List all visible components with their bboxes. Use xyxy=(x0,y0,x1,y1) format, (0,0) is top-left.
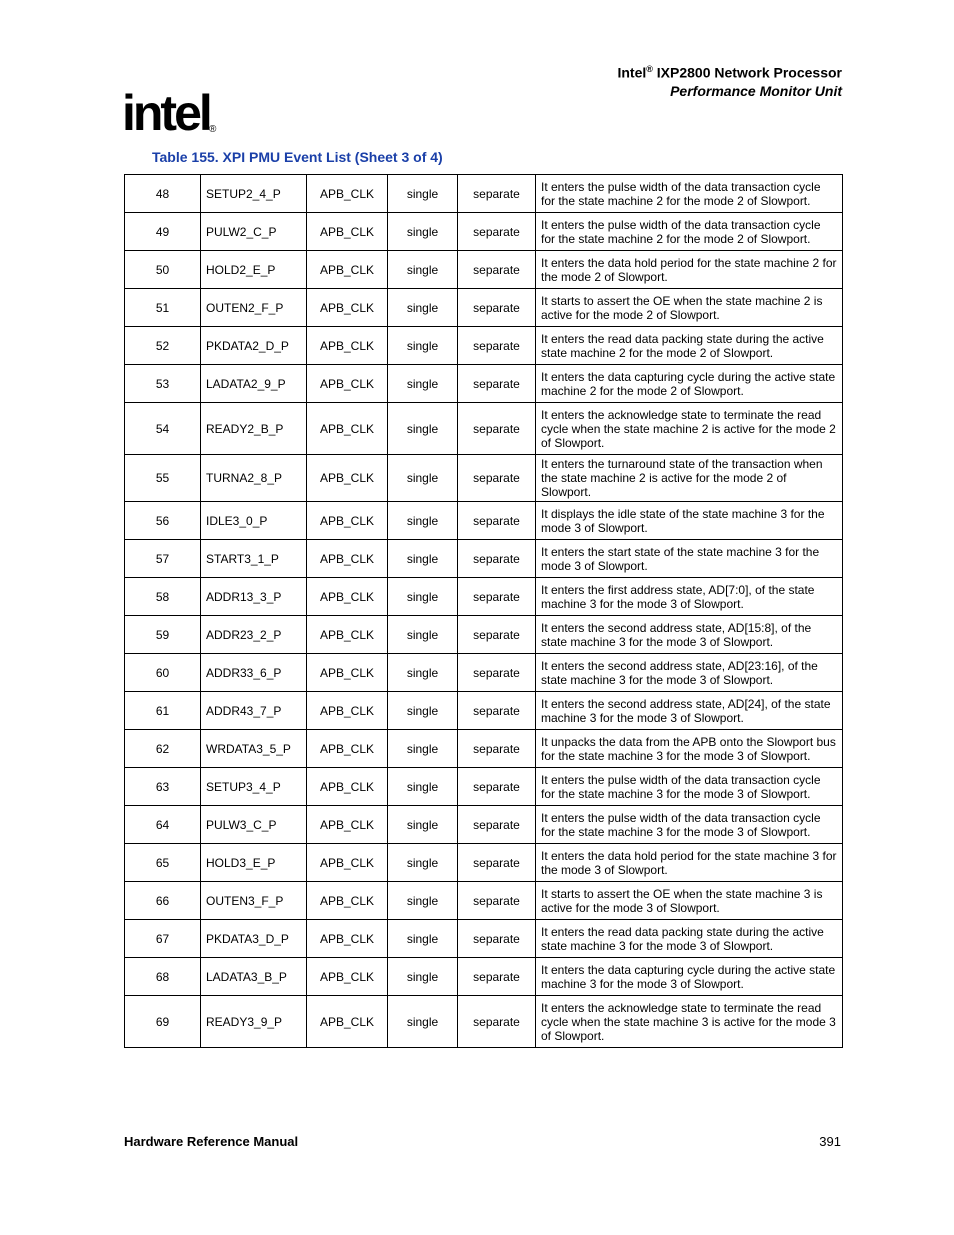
event-type: single xyxy=(388,768,458,806)
header-brand: Intel xyxy=(617,64,647,81)
intel-logo-registered: ® xyxy=(209,124,217,135)
event-number: 51 xyxy=(125,289,201,327)
table-row xyxy=(125,455,843,502)
event-group: separate xyxy=(458,654,536,692)
table-row xyxy=(125,403,843,455)
table-row xyxy=(125,578,843,616)
event-group: separate xyxy=(458,616,536,654)
event-description: It enters the data capturing cycle during the active state machine 2 for the mode 2 of Slowport. xyxy=(536,365,843,403)
event-group: separate xyxy=(458,692,536,730)
table-row xyxy=(125,540,843,578)
event-name: ADDR23_2_P xyxy=(201,616,307,654)
event-type: single xyxy=(388,996,458,1048)
event-type: single xyxy=(388,616,458,654)
event-number: 64 xyxy=(125,806,201,844)
table-row xyxy=(125,844,843,882)
event-name: LADATA3_B_P xyxy=(201,958,307,996)
event-name: ADDR13_3_P xyxy=(201,578,307,616)
page-header xyxy=(617,60,842,100)
event-clock: APB_CLK xyxy=(307,365,388,403)
event-name: SETUP3_4_P xyxy=(201,768,307,806)
event-description: It starts to assert the OE when the state machine 2 is active for the mode 2 of Slowport. xyxy=(536,289,843,327)
event-group: separate xyxy=(458,844,536,882)
event-name: WRDATA3_5_P xyxy=(201,730,307,768)
event-name: PULW2_C_P xyxy=(201,213,307,251)
event-group: separate xyxy=(458,403,536,455)
event-number: 65 xyxy=(125,844,201,882)
event-number: 50 xyxy=(125,251,201,289)
event-number: 58 xyxy=(125,578,201,616)
event-description: It enters the second address state, AD[23:16], of the state machine 3 for the mode 3 of Slowport. xyxy=(536,654,843,692)
event-group: separate xyxy=(458,251,536,289)
event-clock: APB_CLK xyxy=(307,251,388,289)
table-row xyxy=(125,996,843,1048)
event-name: READY3_9_P xyxy=(201,996,307,1048)
event-group: separate xyxy=(458,730,536,768)
event-description: It unpacks the data from the APB onto the Slowport bus for the state machine 3 for the mode 3 of Slowport. xyxy=(536,730,843,768)
event-description: It enters the second address state, AD[15:8], of the state machine 3 for the mode 3 of Slowport. xyxy=(536,616,843,654)
event-description: It enters the start state of the state machine 3 for the mode 3 of Slowport. xyxy=(536,540,843,578)
event-name: START3_1_P xyxy=(201,540,307,578)
table-row xyxy=(125,365,843,403)
event-clock: APB_CLK xyxy=(307,958,388,996)
event-type: single xyxy=(388,578,458,616)
table-row xyxy=(125,251,843,289)
event-type: single xyxy=(388,289,458,327)
table-row xyxy=(125,920,843,958)
event-group: separate xyxy=(458,578,536,616)
event-clock: APB_CLK xyxy=(307,806,388,844)
header-product-line xyxy=(617,60,842,82)
event-name: ADDR43_7_P xyxy=(201,692,307,730)
event-type: single xyxy=(388,882,458,920)
event-table-body xyxy=(125,175,843,1048)
event-number: 63 xyxy=(125,768,201,806)
event-description: It enters the turnaround state of the transaction when the state machine 2 is active for the mode 2 of Slowport. xyxy=(536,455,843,502)
event-name: LADATA2_9_P xyxy=(201,365,307,403)
event-clock: APB_CLK xyxy=(307,692,388,730)
event-type: single xyxy=(388,844,458,882)
event-number: 55 xyxy=(125,455,201,502)
event-type: single xyxy=(388,654,458,692)
event-number: 60 xyxy=(125,654,201,692)
event-number: 61 xyxy=(125,692,201,730)
event-name: OUTEN2_F_P xyxy=(201,289,307,327)
event-description: It enters the data hold period for the state machine 2 for the mode 2 of Slowport. xyxy=(536,251,843,289)
event-clock: APB_CLK xyxy=(307,578,388,616)
event-name: PULW3_C_P xyxy=(201,806,307,844)
event-description: It enters the read data packing state during the active state machine 2 for the mode 2 of Slowport. xyxy=(536,327,843,365)
event-type: single xyxy=(388,692,458,730)
table-row xyxy=(125,289,843,327)
event-name: ADDR33_6_P xyxy=(201,654,307,692)
event-name: IDLE3_0_P xyxy=(201,502,307,540)
event-clock: APB_CLK xyxy=(307,502,388,540)
event-name: READY2_B_P xyxy=(201,403,307,455)
event-description: It enters the pulse width of the data transaction cycle for the state machine 3 for the mode 3 of Slowport. xyxy=(536,768,843,806)
table-row xyxy=(125,616,843,654)
event-description: It enters the pulse width of the data transaction cycle for the state machine 2 for the mode 2 of Slowport. xyxy=(536,175,843,213)
event-type: single xyxy=(388,175,458,213)
event-number: 52 xyxy=(125,327,201,365)
event-description: It starts to assert the OE when the state machine 3 is active for the mode 3 of Slowport. xyxy=(536,882,843,920)
event-clock: APB_CLK xyxy=(307,540,388,578)
event-clock: APB_CLK xyxy=(307,403,388,455)
event-number: 68 xyxy=(125,958,201,996)
event-description: It enters the second address state, AD[24], of the state machine 3 for the mode 3 of Slowport. xyxy=(536,692,843,730)
table-row xyxy=(125,806,843,844)
event-type: single xyxy=(388,958,458,996)
footer-manual-title: Hardware Reference Manual xyxy=(124,1134,299,1149)
event-clock: APB_CLK xyxy=(307,175,388,213)
table-row xyxy=(125,654,843,692)
event-table xyxy=(124,174,843,1048)
event-type: single xyxy=(388,455,458,502)
event-number: 59 xyxy=(125,616,201,654)
event-group: separate xyxy=(458,920,536,958)
event-number: 48 xyxy=(125,175,201,213)
event-description: It enters the data hold period for the state machine 3 for the mode 3 of Slowport. xyxy=(536,844,843,882)
event-clock: APB_CLK xyxy=(307,327,388,365)
event-number: 66 xyxy=(125,882,201,920)
event-description: It enters the read data packing state during the active state machine 3 for the mode 3 of Slowport. xyxy=(536,920,843,958)
event-clock: APB_CLK xyxy=(307,996,388,1048)
event-group: separate xyxy=(458,289,536,327)
table-row xyxy=(125,502,843,540)
event-number: 56 xyxy=(125,502,201,540)
event-name: OUTEN3_F_P xyxy=(201,882,307,920)
event-number: 49 xyxy=(125,213,201,251)
table-row xyxy=(125,327,843,365)
table-row xyxy=(125,213,843,251)
event-number: 67 xyxy=(125,920,201,958)
event-clock: APB_CLK xyxy=(307,768,388,806)
header-section: Performance Monitor Unit xyxy=(670,82,842,99)
event-type: single xyxy=(388,540,458,578)
table-title: Table 155. XPI PMU Event List (Sheet 3 of 4) xyxy=(152,149,443,165)
event-type: single xyxy=(388,730,458,768)
table-row xyxy=(125,692,843,730)
table-row xyxy=(125,882,843,920)
event-type: single xyxy=(388,327,458,365)
event-clock: APB_CLK xyxy=(307,455,388,502)
event-description: It enters the pulse width of the data transaction cycle for the state machine 2 for the mode 2 of Slowport. xyxy=(536,213,843,251)
event-clock: APB_CLK xyxy=(307,730,388,768)
event-clock: APB_CLK xyxy=(307,654,388,692)
event-type: single xyxy=(388,365,458,403)
event-type: single xyxy=(388,251,458,289)
event-clock: APB_CLK xyxy=(307,920,388,958)
event-name: HOLD2_E_P xyxy=(201,251,307,289)
event-group: separate xyxy=(458,455,536,502)
event-type: single xyxy=(388,502,458,540)
event-group: separate xyxy=(458,175,536,213)
event-type: single xyxy=(388,213,458,251)
event-group: separate xyxy=(458,768,536,806)
event-group: separate xyxy=(458,365,536,403)
event-type: single xyxy=(388,403,458,455)
table-row xyxy=(125,958,843,996)
event-description: It enters the acknowledge state to terminate the read cycle when the state machine 2 is active for the mode 2 of Slowport. xyxy=(536,403,843,455)
event-group: separate xyxy=(458,540,536,578)
event-group: separate xyxy=(458,327,536,365)
event-description: It displays the idle state of the state machine 3 for the mode 3 of Slowport. xyxy=(536,502,843,540)
event-number: 69 xyxy=(125,996,201,1048)
event-description: It enters the pulse width of the data transaction cycle for the state machine 3 for the mode 3 of Slowport. xyxy=(536,806,843,844)
event-number: 57 xyxy=(125,540,201,578)
event-clock: APB_CLK xyxy=(307,289,388,327)
event-name: PKDATA2_D_P xyxy=(201,327,307,365)
event-description: It enters the first address state, AD[7:0], of the state machine 3 for the mode 3 of Slowport. xyxy=(536,578,843,616)
intel-logo-text: intel xyxy=(122,85,210,141)
event-type: single xyxy=(388,920,458,958)
event-description: It enters the acknowledge state to terminate the read cycle when the state machine 3 is active for the mode 3 of Slowport. xyxy=(536,996,843,1048)
event-number: 62 xyxy=(125,730,201,768)
registered-mark: ® xyxy=(646,64,653,74)
event-description: It enters the data capturing cycle during the active state machine 3 for the mode 3 of Slowport. xyxy=(536,958,843,996)
event-group: separate xyxy=(458,996,536,1048)
event-group: separate xyxy=(458,882,536,920)
event-name: TURNA2_8_P xyxy=(201,455,307,502)
event-group: separate xyxy=(458,213,536,251)
event-clock: APB_CLK xyxy=(307,616,388,654)
table-row xyxy=(125,730,843,768)
event-clock: APB_CLK xyxy=(307,844,388,882)
event-clock: APB_CLK xyxy=(307,882,388,920)
event-group: separate xyxy=(458,502,536,540)
footer-page-number: 391 xyxy=(819,1134,841,1149)
intel-logo xyxy=(122,84,222,146)
event-group: separate xyxy=(458,958,536,996)
event-group: separate xyxy=(458,806,536,844)
table-row xyxy=(125,175,843,213)
event-type: single xyxy=(388,806,458,844)
event-clock: APB_CLK xyxy=(307,213,388,251)
event-name: PKDATA3_D_P xyxy=(201,920,307,958)
event-number: 54 xyxy=(125,403,201,455)
event-number: 53 xyxy=(125,365,201,403)
event-name: SETUP2_4_P xyxy=(201,175,307,213)
event-name: HOLD3_E_P xyxy=(201,844,307,882)
table-row xyxy=(125,768,843,806)
header-product: IXP2800 Network Processor xyxy=(656,64,842,81)
